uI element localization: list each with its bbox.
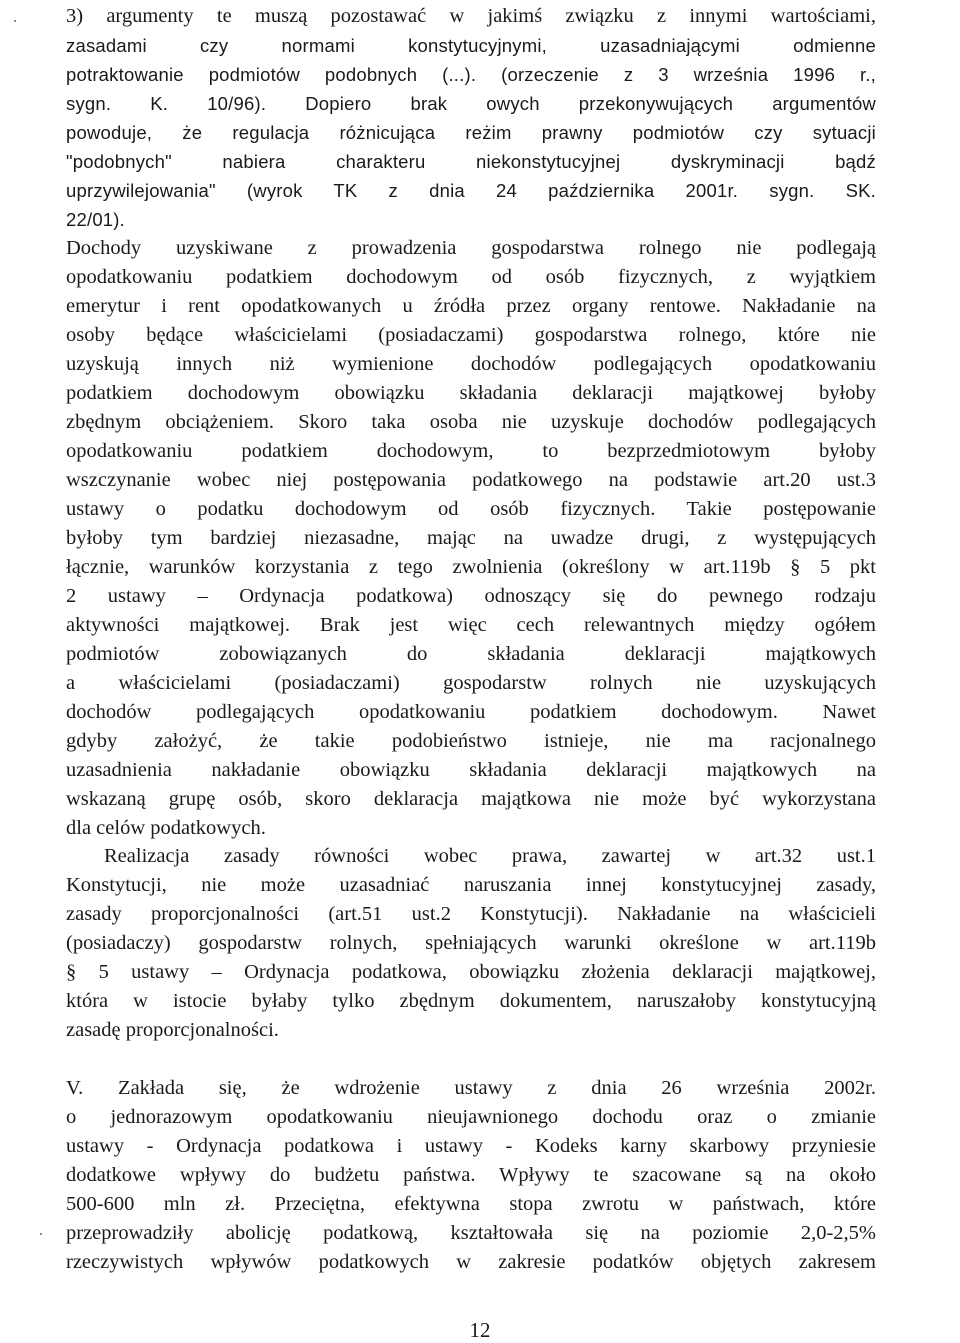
text-line: uprzywilejowania" (wyrok TK z dnia 24 października 2001r. sygn. SK. [66,180,876,201]
text-line: Dochody uzyskiwane z prowadzenia gospodarstwa rolnego nie podlegają [66,237,876,259]
text-line: (posiadaczy) gospodarstw rolnych, spełniających warunki określone w art.119b [66,932,876,954]
text-line: § 5 ustawy – Ordynacja podatkowa, obowiązku złożenia deklaracji majątkowej, [66,961,876,983]
text-line: powoduje, że regulacja różnicująca reżim prawny podmiotów czy sytuacji [66,122,876,143]
text-line: V. Zakłada się, że wdrożenie ustawy z dnia 26 września 2002r. [66,1077,876,1099]
text-line: potraktowanie podmiotów podobnych (...). (orzeczenie z 3 września 1996 r., [66,64,876,85]
text-line: sygn. K. 10/96). Dopiero brak owych przekonywujących argumentów [66,93,876,114]
text-line: zasadami czy normami konstytucyjnymi, uzasadniającymi odmienne [66,35,876,56]
text-line: dodatkowe wpływy do budżetu państwa. Wpływy te szacowane są na około [66,1164,876,1186]
text-line: o jednorazowym opodatkowaniu nieujawnionego dochodu oraz o zmianie [66,1106,876,1128]
paragraph-agricultural-income [66,234,876,843]
text-line: a właścicielami (posiadaczami) gospodarstw rolnych nie uzyskujących [66,672,876,694]
section-v-paragraph [66,1074,876,1277]
text-line: uzasadnienia nakładanie obowiązku składania deklaracji majątkowych na [66,759,876,781]
text-line: 3) argumenty te muszą pozostawać w jakimś związku z innymi wartościami, [66,5,876,27]
text-line: wskazaną grupę osób, skoro deklaracja majątkowa nie może być wykorzystana [66,788,876,810]
text-line: przeprowadziły abolicję podatkową, kształtowała się na poziomie 2,0-2,5% [66,1222,876,1244]
text-line: osoby będące właścicielami (posiadaczami) gospodarstwa rolnego, które nie [66,324,876,346]
text-line: Realizacja zasady równości wobec prawa, zawartej w art.32 ust.1 [104,845,876,867]
scan-speck [40,1233,42,1235]
text-line: ustawy o podatku dochodowym od osób fizycznych. Takie postępowanie [66,498,876,520]
text-line: podatkiem dochodowym obowiązku składania deklaracji majątkowej byłoby [66,382,876,404]
text-line: zasady proporcjonalności (art.51 ust.2 Konstytucji). Nakładanie na właścicieli [66,903,876,925]
text-line: 500-600 mln zł. Przeciętna, efektywna stopa zwrotu w państwach, które [66,1193,876,1215]
text-line: 2 ustawy – Ordynacja podatkowa) odnoszący się do pewnego rodzaju [66,585,876,607]
text-line: 22/01). [66,209,125,230]
text-line: Konstytucji, nie może uzasadniać naruszania innej konstytucyjnej zasady, [66,874,876,896]
paragraph-quote-continuation [66,2,876,234]
text-line: uzyskują innych niż wymienione dochodów podlegających opodatkowaniu [66,353,876,375]
text-line: opodatkowaniu podatkiem dochodowym od osób fizycznych, z wyjątkiem [66,266,876,288]
text-line: łącznie, warunków korzystania z tego zwolnienia (określony w art.119b § 5 pkt [66,556,876,578]
text-line: podmiotów zobowiązanych do składania deklaracji majątkowych [66,643,876,665]
text-line: byłoby tym bardziej niezasadne, mając na uwadze drugi, z występujących [66,527,876,549]
text-line: gdyby założyć, że takie podobieństwo istnieje, nie ma racjonalnego [66,730,876,752]
text-line: "podobnych" nabiera charakteru niekonstytucyjnej dyskryminacji bądź [66,151,876,172]
page-number: 12 [469,1318,491,1342]
text-line: emerytur i rent opodatkowanych u źródła przez organy rentowe. Nakładanie na [66,295,876,317]
text-line: dochodów podlegających opodatkowaniu podatkiem dochodowym. Nawet [66,701,876,723]
text-line: zbędnym obciążeniem. Skoro taka osoba nie uzyskuje dochodów podlegających [66,411,876,433]
text-line: ustawy - Ordynacja podatkowa i ustawy - Kodeks karny skarbowy przyniesie [66,1135,876,1157]
paragraph-equality-principle [66,842,876,1045]
text-line: zasadę proporcjonalności. [66,1019,279,1041]
text-line: rzeczywistych wpływów podatkowych w zakresie podatków objętych zakresem [66,1251,876,1273]
text-line: wszczynanie wobec niej postępowania podatkowego na podstawie art.20 ust.3 [66,469,876,491]
text-line: która w istocie byłaby tylko zbędnym dokumentem, naruszałoby konstytucyjną [66,990,876,1012]
text-line: dla celów podatkowych. [66,817,266,839]
text-line: aktywności majątkowej. Brak jest więc cech relewantnych między ogółem [66,614,876,636]
text-line: opodatkowaniu podatkiem dochodowym, to bezprzedmiotowym byłoby [66,440,876,462]
scan-speck [14,20,16,22]
